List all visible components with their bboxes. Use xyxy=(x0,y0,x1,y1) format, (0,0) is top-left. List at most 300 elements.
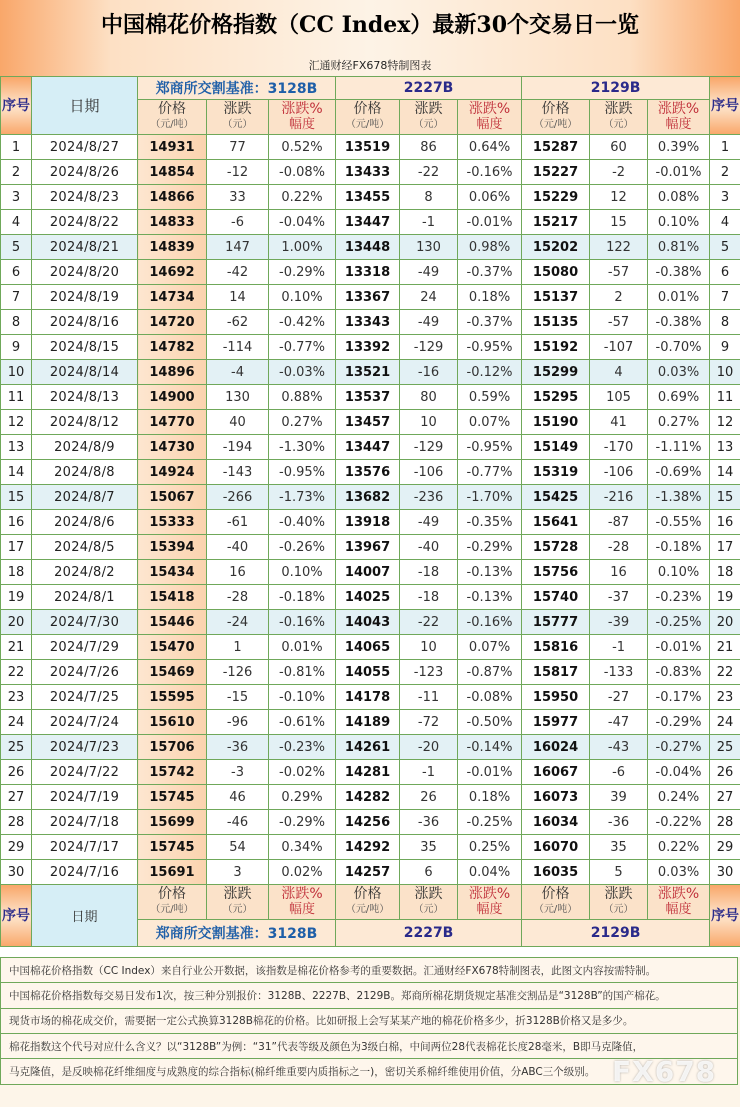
pct-2129b: 0.10% xyxy=(648,560,710,585)
pct-3128b: -0.04% xyxy=(269,210,336,235)
table-row xyxy=(1,435,740,460)
pct-2129b: 0.39% xyxy=(648,135,710,160)
pct-3128b: -1.73% xyxy=(269,485,336,510)
pct-2227b: -0.16% xyxy=(458,160,522,185)
pct-3128b: 1.00% xyxy=(269,235,336,260)
header-price-unit: （元/吨） xyxy=(533,119,578,130)
price-2227b: 14292 xyxy=(336,835,400,860)
row-date: 2024/8/22 xyxy=(32,210,138,235)
pct-2129b: -0.38% xyxy=(648,310,710,335)
price-2227b: 13457 xyxy=(336,410,400,435)
pct-2129b: 0.69% xyxy=(648,385,710,410)
change-3128b: 77 xyxy=(207,135,269,160)
row-seq: 8 xyxy=(1,310,32,335)
row-date: 2024/7/24 xyxy=(32,710,138,735)
row-seq-right: 19 xyxy=(710,585,740,610)
change-2129b: 39 xyxy=(590,785,648,810)
pct-2227b: -0.13% xyxy=(458,560,522,585)
change-2227b: 8 xyxy=(400,185,458,210)
row-seq-right: 3 xyxy=(710,185,740,210)
change-2227b: 24 xyxy=(400,285,458,310)
change-2227b: 130 xyxy=(400,235,458,260)
table-row xyxy=(1,135,740,160)
pct-2129b: 0.27% xyxy=(648,410,710,435)
pct-2129b: -0.70% xyxy=(648,335,710,360)
change-2129b: -28 xyxy=(590,535,648,560)
change-3128b: -62 xyxy=(207,310,269,335)
row-date: 2024/8/13 xyxy=(32,385,138,410)
price-3128b: 15067 xyxy=(138,485,207,510)
price-2129b: 15817 xyxy=(522,660,590,685)
price-2129b: 16073 xyxy=(522,785,590,810)
header-change-unit: （元） xyxy=(413,119,444,130)
footer-price-3 xyxy=(522,885,590,920)
header-price-unit: （元/吨） xyxy=(150,119,194,130)
row-date: 2024/8/2 xyxy=(32,560,138,585)
change-3128b: -15 xyxy=(207,685,269,710)
row-date: 2024/8/16 xyxy=(32,310,138,335)
price-2227b: 14055 xyxy=(336,660,400,685)
pct-2227b: -0.12% xyxy=(458,360,522,385)
change-2129b: -216 xyxy=(590,485,648,510)
pct-2129b: 0.03% xyxy=(648,860,710,885)
row-seq-right: 11 xyxy=(710,385,740,410)
price-2227b: 13392 xyxy=(336,335,400,360)
price-2129b: 16070 xyxy=(522,835,590,860)
header-pct-unit: 幅度 xyxy=(289,117,316,132)
price-2129b: 15977 xyxy=(522,710,590,735)
header-group-2129b: 2129B xyxy=(522,77,710,100)
price-2227b: 13967 xyxy=(336,535,400,560)
pct-2129b: 0.81% xyxy=(648,235,710,260)
pct-2227b: 0.25% xyxy=(458,835,522,860)
row-date: 2024/8/15 xyxy=(32,335,138,360)
row-seq: 7 xyxy=(1,285,32,310)
row-seq: 26 xyxy=(1,760,32,785)
footer-change-2 xyxy=(400,885,458,920)
table-row xyxy=(1,160,740,185)
row-seq: 17 xyxy=(1,535,32,560)
row-date: 2024/7/22 xyxy=(32,760,138,785)
price-3128b: 15469 xyxy=(138,660,207,685)
change-2129b: -57 xyxy=(590,310,648,335)
change-2129b: 2 xyxy=(590,285,648,310)
price-2129b: 15641 xyxy=(522,510,590,535)
change-2129b: -39 xyxy=(590,610,648,635)
row-date: 2024/7/16 xyxy=(32,860,138,885)
table-row xyxy=(1,635,740,660)
price-3128b: 14866 xyxy=(138,185,207,210)
pct-2227b: 0.07% xyxy=(458,635,522,660)
pct-2129b: -0.17% xyxy=(648,685,710,710)
pct-3128b: 0.10% xyxy=(269,285,336,310)
change-2129b: 4 xyxy=(590,360,648,385)
pct-3128b: -0.29% xyxy=(269,260,336,285)
price-2227b: 13433 xyxy=(336,160,400,185)
footer-price-unit: （元/吨） xyxy=(150,904,194,915)
row-seq-right: 10 xyxy=(710,360,740,385)
price-3128b: 15699 xyxy=(138,810,207,835)
footer-change-3 xyxy=(590,885,648,920)
price-3128b: 14900 xyxy=(138,385,207,410)
price-3128b: 15745 xyxy=(138,785,207,810)
note-line: 中国棉花价格指数（CC Index）来自行业公开数据，该指数是棉花价格参考的重要数据。汇通财经FX678特制图表，此图文内容按需特制。 xyxy=(0,957,738,983)
pct-2129b: -0.01% xyxy=(648,635,710,660)
row-seq-right: 14 xyxy=(710,460,740,485)
price-3128b: 14924 xyxy=(138,460,207,485)
change-2227b: 10 xyxy=(400,410,458,435)
price-3128b: 14692 xyxy=(138,260,207,285)
price-2129b: 15299 xyxy=(522,360,590,385)
row-date: 2024/7/25 xyxy=(32,685,138,710)
pct-3128b: 0.01% xyxy=(269,635,336,660)
header-date: 日期 xyxy=(32,77,138,135)
change-3128b: 147 xyxy=(207,235,269,260)
price-2129b: 15756 xyxy=(522,560,590,585)
price-3128b: 14833 xyxy=(138,210,207,235)
header-price-3 xyxy=(522,100,590,135)
row-seq-right: 28 xyxy=(710,810,740,835)
change-2129b: -106 xyxy=(590,460,648,485)
header-pct-2 xyxy=(458,100,522,135)
change-2227b: 80 xyxy=(400,385,458,410)
row-seq: 6 xyxy=(1,260,32,285)
change-2129b: 16 xyxy=(590,560,648,585)
change-2129b: 15 xyxy=(590,210,648,235)
price-3128b: 14839 xyxy=(138,235,207,260)
row-seq: 14 xyxy=(1,460,32,485)
row-date: 2024/8/6 xyxy=(32,510,138,535)
pct-3128b: -0.29% xyxy=(269,810,336,835)
change-3128b: 16 xyxy=(207,560,269,585)
change-2129b: 105 xyxy=(590,385,648,410)
pct-2227b: 0.18% xyxy=(458,785,522,810)
price-2129b: 15425 xyxy=(522,485,590,510)
header-seq-left: 序号 xyxy=(1,77,32,135)
fx678-watermark: FX678 xyxy=(612,1055,717,1088)
pct-2129b: -0.23% xyxy=(648,585,710,610)
row-seq: 19 xyxy=(1,585,32,610)
pct-2227b: -0.08% xyxy=(458,685,522,710)
pct-2227b: -0.37% xyxy=(458,310,522,335)
row-date: 2024/8/1 xyxy=(32,585,138,610)
row-seq: 13 xyxy=(1,435,32,460)
row-date: 2024/8/19 xyxy=(32,285,138,310)
row-seq: 4 xyxy=(1,210,32,235)
table-row xyxy=(1,810,740,835)
header-change-label: 涨跌 xyxy=(414,101,443,117)
price-2227b: 14007 xyxy=(336,560,400,585)
change-3128b: -3 xyxy=(207,760,269,785)
price-2129b: 16024 xyxy=(522,735,590,760)
footer-change-unit: （元） xyxy=(603,904,634,915)
table-row xyxy=(1,310,740,335)
price-2227b: 14261 xyxy=(336,735,400,760)
change-3128b: -36 xyxy=(207,735,269,760)
row-seq: 16 xyxy=(1,510,32,535)
header-price-unit: （元/吨） xyxy=(345,119,390,130)
row-seq: 12 xyxy=(1,410,32,435)
pct-3128b: 0.29% xyxy=(269,785,336,810)
note-line: 马克隆值，是反映棉花纤维细度与成熟度的综合指标(棉纤维重要内质指标之一)，密切关系棉纤维使用价值，分ABC三个级别。 xyxy=(0,1059,738,1085)
pct-3128b: 0.22% xyxy=(269,185,336,210)
pct-3128b: 0.02% xyxy=(269,860,336,885)
footer-pct-label: 涨跌% xyxy=(657,886,700,902)
change-3128b: 46 xyxy=(207,785,269,810)
table-row xyxy=(1,760,740,785)
pct-2129b: 0.08% xyxy=(648,185,710,210)
change-2227b: -1 xyxy=(400,760,458,785)
pct-2227b: -0.29% xyxy=(458,535,522,560)
pct-2129b: -0.04% xyxy=(648,760,710,785)
change-2129b: -43 xyxy=(590,735,648,760)
change-2227b: -18 xyxy=(400,585,458,610)
price-2227b: 13537 xyxy=(336,385,400,410)
page-title: 中国棉花价格指数（CC Index）最新30个交易日一览 xyxy=(100,12,640,38)
row-seq-right: 4 xyxy=(710,210,740,235)
row-date: 2024/8/12 xyxy=(32,410,138,435)
price-2129b: 15192 xyxy=(522,335,590,360)
pct-2227b: -0.16% xyxy=(458,610,522,635)
pct-3128b: -0.18% xyxy=(269,585,336,610)
change-2227b: 10 xyxy=(400,635,458,660)
pct-2227b: -0.25% xyxy=(458,810,522,835)
pct-2227b: 0.04% xyxy=(458,860,522,885)
pct-2227b: 0.59% xyxy=(458,385,522,410)
change-2129b: 60 xyxy=(590,135,648,160)
row-seq-right: 9 xyxy=(710,335,740,360)
table-row xyxy=(1,185,740,210)
price-2129b: 15135 xyxy=(522,310,590,335)
price-2227b: 13521 xyxy=(336,360,400,385)
header-change-label: 涨跌 xyxy=(223,101,252,117)
cotton-index-table xyxy=(0,76,740,947)
table-row xyxy=(1,385,740,410)
row-seq-right: 6 xyxy=(710,260,740,285)
change-3128b: -28 xyxy=(207,585,269,610)
price-2129b: 15777 xyxy=(522,610,590,635)
footer-pct-unit: 幅度 xyxy=(665,902,692,917)
pct-3128b: -0.77% xyxy=(269,335,336,360)
price-2129b: 15229 xyxy=(522,185,590,210)
footer-date: 日期 xyxy=(32,885,138,947)
pct-2227b: -0.14% xyxy=(458,735,522,760)
change-3128b: -96 xyxy=(207,710,269,735)
change-3128b: -24 xyxy=(207,610,269,635)
pct-2129b: -0.69% xyxy=(648,460,710,485)
row-date: 2024/8/23 xyxy=(32,185,138,210)
footer-change-label: 涨跌 xyxy=(604,886,633,902)
pct-2129b: 0.03% xyxy=(648,360,710,385)
price-3128b: 15745 xyxy=(138,835,207,860)
header-pct-3 xyxy=(648,100,710,135)
change-3128b: -40 xyxy=(207,535,269,560)
table-row xyxy=(1,360,740,385)
title-bar xyxy=(0,0,740,52)
table-row xyxy=(1,735,740,760)
price-2227b: 13447 xyxy=(336,435,400,460)
price-2129b: 15728 xyxy=(522,535,590,560)
change-2129b: -37 xyxy=(590,585,648,610)
row-date: 2024/8/21 xyxy=(32,235,138,260)
change-3128b: -126 xyxy=(207,660,269,685)
price-3128b: 15333 xyxy=(138,510,207,535)
change-2227b: -16 xyxy=(400,360,458,385)
change-2129b: -1 xyxy=(590,635,648,660)
pct-2129b: -0.55% xyxy=(648,510,710,535)
row-date: 2024/8/7 xyxy=(32,485,138,510)
pct-2227b: -0.01% xyxy=(458,760,522,785)
change-2129b: 5 xyxy=(590,860,648,885)
change-2129b: -133 xyxy=(590,660,648,685)
price-3128b: 15434 xyxy=(138,560,207,585)
change-2227b: -18 xyxy=(400,560,458,585)
price-2227b: 13343 xyxy=(336,310,400,335)
price-3128b: 15394 xyxy=(138,535,207,560)
row-seq-right: 2 xyxy=(710,160,740,185)
header-price-label: 价格 xyxy=(158,101,186,117)
row-seq-right: 13 xyxy=(710,435,740,460)
change-3128b: -46 xyxy=(207,810,269,835)
pct-3128b: -0.08% xyxy=(269,160,336,185)
change-2227b: -236 xyxy=(400,485,458,510)
change-2227b: -129 xyxy=(400,435,458,460)
header-pct-unit: 幅度 xyxy=(476,117,503,132)
price-3128b: 14896 xyxy=(138,360,207,385)
pct-3128b: -0.81% xyxy=(269,660,336,685)
change-2129b: -36 xyxy=(590,810,648,835)
price-2227b: 13447 xyxy=(336,210,400,235)
price-2227b: 14065 xyxy=(336,635,400,660)
header-pct-label: 涨跌% xyxy=(468,101,511,117)
price-3128b: 15470 xyxy=(138,635,207,660)
pct-3128b: -0.42% xyxy=(269,310,336,335)
pct-2129b: -0.27% xyxy=(648,735,710,760)
header-pct-label: 涨跌% xyxy=(657,101,700,117)
footer-price-2 xyxy=(336,885,400,920)
note-line: 现货市场的棉花成交价，需要据一定公式换算3128B棉花的价格。比如研报上会写某某产地的棉花价格多少，折3128B价格又是多少。 xyxy=(0,1009,738,1033)
pct-2129b: 0.24% xyxy=(648,785,710,810)
price-3128b: 15418 xyxy=(138,585,207,610)
change-3128b: 1 xyxy=(207,635,269,660)
header-change-2 xyxy=(400,100,458,135)
change-2129b: -6 xyxy=(590,760,648,785)
footer-seq-right: 序号 xyxy=(710,885,740,947)
price-2227b: 13448 xyxy=(336,235,400,260)
change-3128b: -143 xyxy=(207,460,269,485)
pct-2227b: -0.77% xyxy=(458,460,522,485)
pct-3128b: -0.10% xyxy=(269,685,336,710)
price-2227b: 14189 xyxy=(336,710,400,735)
pct-2227b: -0.87% xyxy=(458,660,522,685)
footer-group-2227b: 2227B xyxy=(336,920,522,947)
pct-2227b: 0.64% xyxy=(458,135,522,160)
table-row xyxy=(1,710,740,735)
table-row xyxy=(1,285,740,310)
pct-2227b: 0.07% xyxy=(458,410,522,435)
table-row xyxy=(1,235,740,260)
change-2227b: -1 xyxy=(400,210,458,235)
change-3128b: -42 xyxy=(207,260,269,285)
price-2129b: 15816 xyxy=(522,635,590,660)
pct-3128b: 0.10% xyxy=(269,560,336,585)
header-seq-right: 序号 xyxy=(710,77,740,135)
price-2227b: 13918 xyxy=(336,510,400,535)
footer-change-unit: （元） xyxy=(413,904,444,915)
pct-2227b: -0.13% xyxy=(458,585,522,610)
header-price-label: 价格 xyxy=(541,101,570,117)
price-2129b: 15950 xyxy=(522,685,590,710)
footer-price-label: 价格 xyxy=(158,886,186,902)
table-row xyxy=(1,510,740,535)
change-2227b: -40 xyxy=(400,535,458,560)
pct-2129b: -0.22% xyxy=(648,810,710,835)
row-seq: 2 xyxy=(1,160,32,185)
table-row xyxy=(1,260,740,285)
footer-pct-unit: 幅度 xyxy=(476,902,503,917)
row-seq-right: 15 xyxy=(710,485,740,510)
row-date: 2024/8/5 xyxy=(32,535,138,560)
row-seq-right: 17 xyxy=(710,535,740,560)
footer-change-label: 涨跌 xyxy=(414,886,443,902)
change-2227b: -36 xyxy=(400,810,458,835)
note-line: 棉花指数这个代号对应什么含义？以“3128B”为例：“31”代表等级及颜色为3级白棉，中间两位28代表棉花长度28毫米，B即马克隆值， xyxy=(0,1033,738,1059)
row-date: 2024/7/30 xyxy=(32,610,138,635)
table-row xyxy=(1,785,740,810)
pct-2129b: -1.38% xyxy=(648,485,710,510)
header-change-unit: （元） xyxy=(222,119,253,130)
change-2227b: -49 xyxy=(400,260,458,285)
price-2129b: 16034 xyxy=(522,810,590,835)
row-date: 2024/7/19 xyxy=(32,785,138,810)
price-2227b: 13367 xyxy=(336,285,400,310)
change-2227b: 26 xyxy=(400,785,458,810)
header-change-unit: （元） xyxy=(603,119,634,130)
pct-2227b: -0.95% xyxy=(458,435,522,460)
row-seq-right: 21 xyxy=(710,635,740,660)
row-date: 2024/7/26 xyxy=(32,660,138,685)
price-2129b: 15190 xyxy=(522,410,590,435)
row-seq: 25 xyxy=(1,735,32,760)
row-seq-right: 29 xyxy=(710,835,740,860)
row-date: 2024/8/8 xyxy=(32,460,138,485)
change-2227b: -123 xyxy=(400,660,458,685)
change-2129b: -107 xyxy=(590,335,648,360)
header-group-3128b: 郑商所交割基准：3128B xyxy=(138,77,336,100)
price-2129b: 15202 xyxy=(522,235,590,260)
footer-pct-1 xyxy=(269,885,336,920)
pct-3128b: -0.40% xyxy=(269,510,336,535)
row-seq-right: 7 xyxy=(710,285,740,310)
table-row xyxy=(1,210,740,235)
pct-3128b: 0.88% xyxy=(269,385,336,410)
pct-3128b: -1.30% xyxy=(269,435,336,460)
pct-2227b: -0.01% xyxy=(458,210,522,235)
row-seq-right: 27 xyxy=(710,785,740,810)
change-2129b: -57 xyxy=(590,260,648,285)
change-2227b: 86 xyxy=(400,135,458,160)
change-3128b: 54 xyxy=(207,835,269,860)
row-seq: 9 xyxy=(1,335,32,360)
price-2227b: 14025 xyxy=(336,585,400,610)
pct-2227b: 0.06% xyxy=(458,185,522,210)
row-seq-right: 18 xyxy=(710,560,740,585)
pct-2129b: 0.22% xyxy=(648,835,710,860)
change-3128b: -6 xyxy=(207,210,269,235)
change-2227b: -49 xyxy=(400,510,458,535)
price-2227b: 13576 xyxy=(336,460,400,485)
note-line: 中国棉花价格指数每交易日发布1次，按三种分别报价：3128B、2227B、2129B。郑商所棉花期货规定基准交割品是“3128B”的国产棉花。 xyxy=(0,983,738,1009)
